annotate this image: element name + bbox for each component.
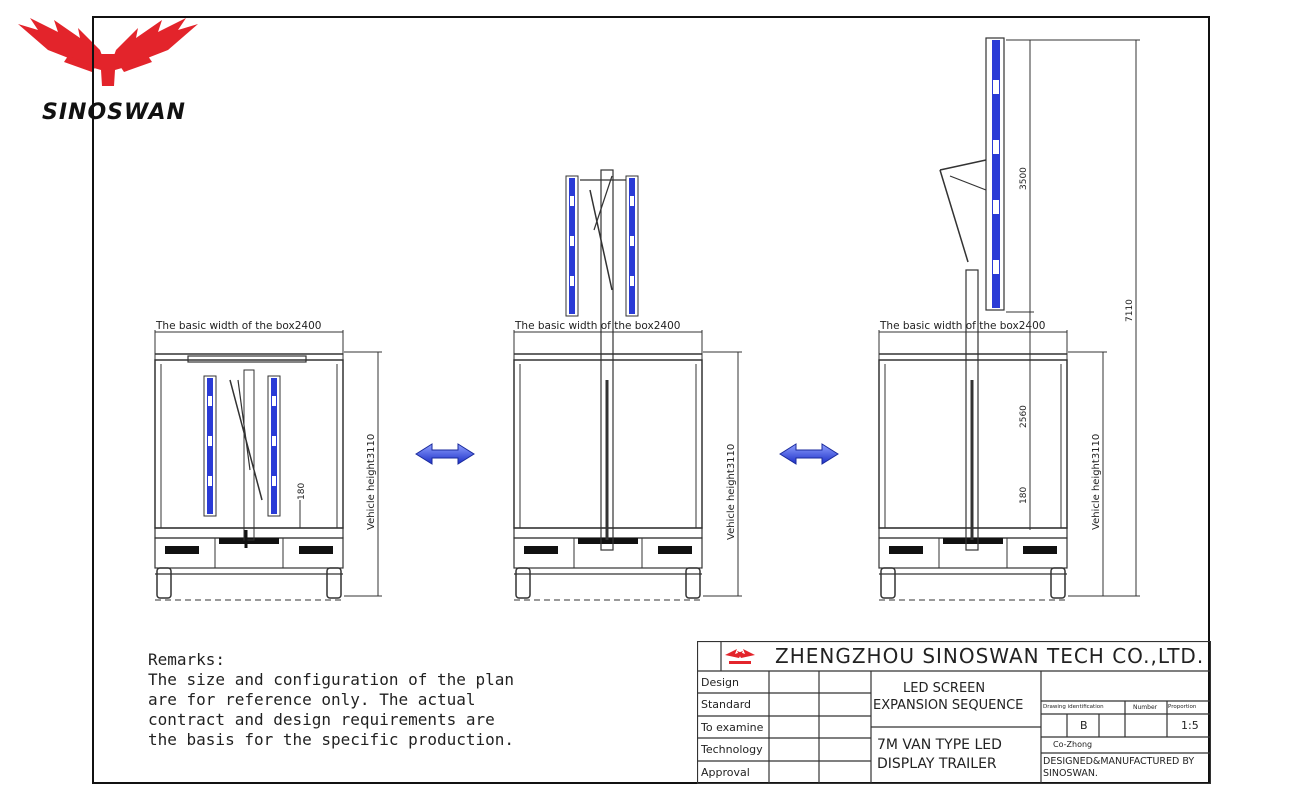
dimension-180-label: 180 xyxy=(297,482,307,500)
row-label-technology: Technology xyxy=(701,743,763,756)
product-name-line-2: DISPLAY TRAILER xyxy=(877,756,997,772)
width-dimension-label: The basic width of the box2400 xyxy=(880,320,1046,332)
drawing-title-line-1: LED SCREEN xyxy=(903,681,986,696)
logo-wordmark: SINOSWAN xyxy=(42,100,186,125)
row-label-to-examine: To examine xyxy=(701,721,764,734)
remarks-line: are for reference only. The actual xyxy=(148,690,476,709)
company-name: ZHENGZHOU SINOSWAN TECH CO.,LTD. xyxy=(775,644,1205,668)
row-label-design: Design xyxy=(701,676,739,689)
transition-arrow-1-icon xyxy=(416,444,474,464)
drafter-name: Co-Zhong xyxy=(1053,740,1093,749)
width-dimension-label: The basic width of the box2400 xyxy=(515,320,681,332)
maker-line-1: DESIGNED&MANUFACTURED BY xyxy=(1043,756,1195,767)
row-label-approval: Approval xyxy=(701,766,750,779)
row-label-standard: Standard xyxy=(701,698,752,711)
drawing-id-value: B xyxy=(1080,719,1088,732)
mini-logo-icon xyxy=(725,649,755,664)
height-dimension-label: Vehicle height3110 xyxy=(726,443,737,540)
col-header-proportion: Proportion xyxy=(1168,704,1197,710)
view-1-stowed xyxy=(155,320,382,600)
transition-arrow-2-icon xyxy=(780,444,838,464)
title-block xyxy=(697,641,1211,784)
dimension-2560-label: 2560 xyxy=(1019,405,1029,428)
remarks-line: contract and design requirements are xyxy=(148,710,495,729)
dimension-3500-label: 3500 xyxy=(1019,167,1029,190)
product-name-line-1: 7M VAN TYPE LED xyxy=(877,737,1002,753)
view-3-expanded xyxy=(879,38,1140,600)
view-2-lifting xyxy=(514,170,742,600)
remarks-title: Remarks: xyxy=(148,650,226,669)
remarks-block xyxy=(148,650,568,750)
remarks-line: The size and configuration of the plan xyxy=(148,670,515,689)
height-dimension-label: Vehicle height3110 xyxy=(366,433,377,530)
col-header-number: Number xyxy=(1133,704,1158,711)
height-dimension-label: Vehicle height3110 xyxy=(1091,433,1102,530)
maker-line-2: SINOSWAN. xyxy=(1043,768,1098,779)
dimension-180-label: 180 xyxy=(1019,486,1029,504)
remarks-line: the basis for the specific production. xyxy=(148,730,515,749)
drawing-title-line-2: EXPANSION SEQUENCE xyxy=(873,698,1024,713)
dimension-7110-label: 7110 xyxy=(1125,299,1135,322)
width-dimension-label: The basic width of the box2400 xyxy=(156,320,322,332)
proportion-value: 1:5 xyxy=(1181,719,1199,732)
col-header-drawing-id: Drawing identification xyxy=(1043,704,1104,710)
